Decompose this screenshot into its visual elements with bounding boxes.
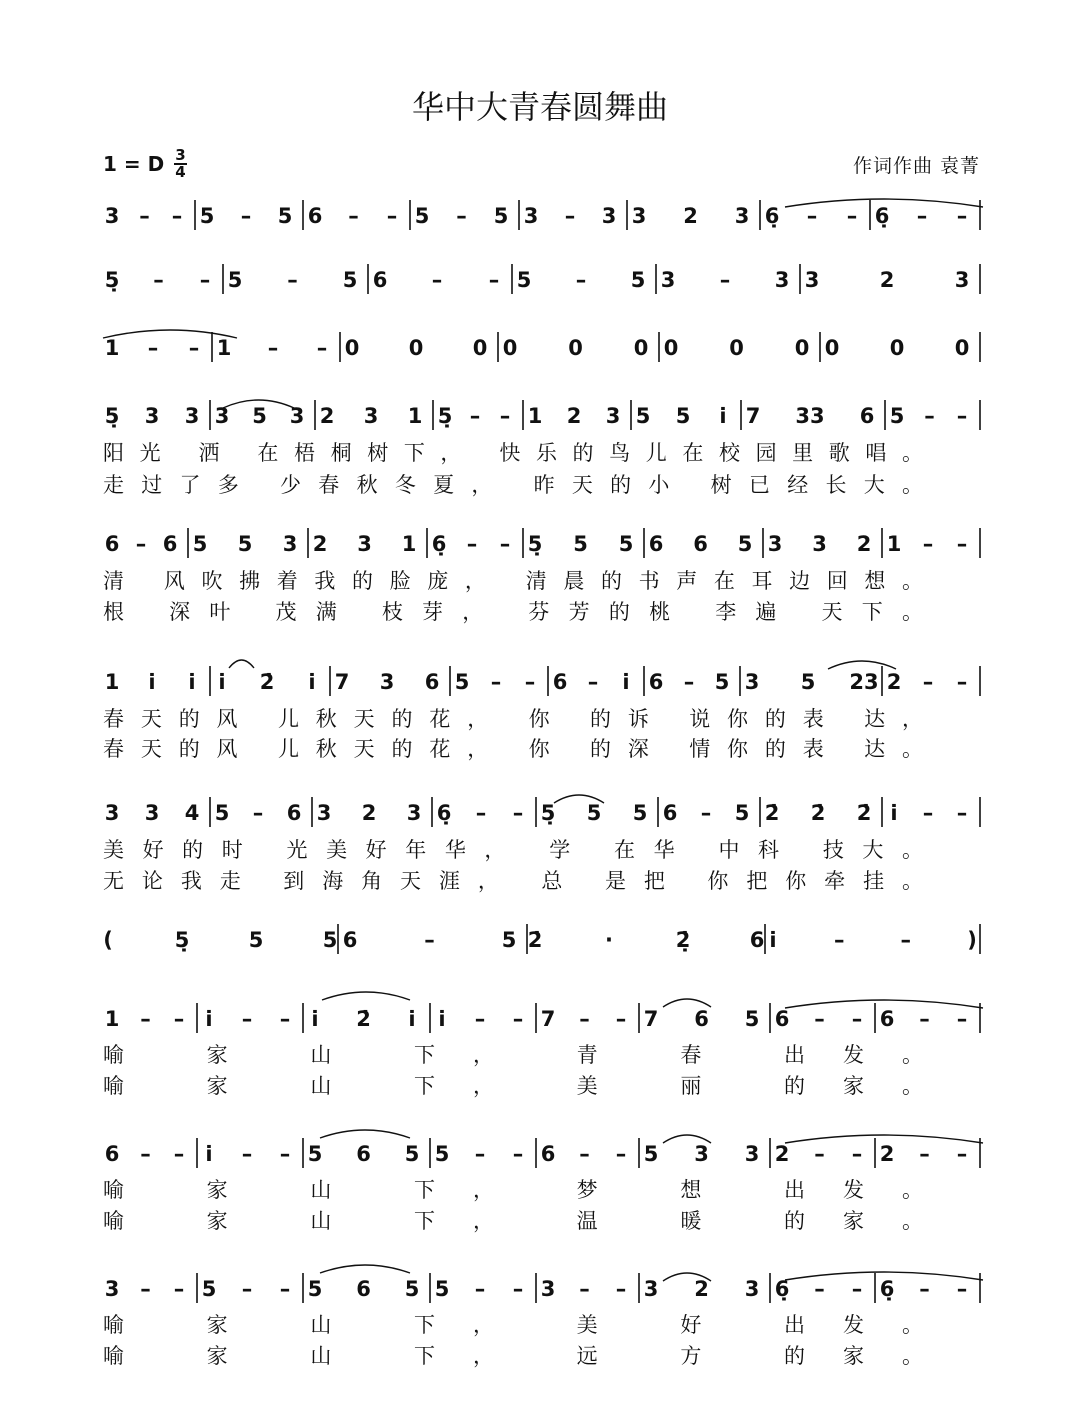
note: 6	[879, 1007, 895, 1031]
note: 7	[745, 404, 761, 428]
note: 5	[307, 1142, 323, 1166]
note: 1	[216, 336, 232, 360]
note: 3	[316, 801, 332, 825]
note: 2	[879, 1142, 895, 1166]
note: 0	[408, 336, 424, 360]
lyric-line: 春天的风 儿秋天的花， 你 的诉 说你的表 达，	[103, 707, 924, 731]
note: 5	[192, 532, 208, 556]
note: 3	[357, 532, 372, 556]
dash-note: –	[386, 204, 398, 228]
note: 1	[401, 532, 417, 556]
note: 2̇	[527, 928, 543, 952]
note: )	[967, 928, 977, 952]
dash-note: –	[316, 336, 328, 360]
note: 3	[631, 204, 647, 228]
dash-note: –	[431, 268, 443, 292]
note: 5	[516, 268, 532, 292]
note: 5	[404, 1277, 420, 1301]
note: 33	[795, 404, 825, 428]
note: 3	[144, 801, 160, 825]
note: 5	[632, 801, 648, 825]
note: 3	[379, 670, 395, 694]
note: 6	[859, 404, 875, 428]
dash-note: –	[512, 1007, 524, 1031]
note: 5	[342, 268, 358, 292]
note: 3	[104, 204, 120, 228]
lyric-line: 春天的风 儿秋天的花， 你 的深 情你的表 达。	[103, 737, 924, 761]
dash-note: –	[587, 670, 599, 694]
note: 3	[804, 268, 820, 292]
dash-note: –	[466, 532, 478, 556]
note: 6	[662, 801, 678, 825]
note: 0	[502, 336, 518, 360]
dash-note: –	[956, 404, 968, 428]
note: 3	[767, 532, 783, 556]
lyric-line: 无论我走 到海角天涯， 总 是把 你把你牵挂。	[103, 869, 923, 893]
note: 6	[540, 1142, 556, 1166]
note: 6̣	[874, 204, 890, 228]
note: 2	[566, 404, 582, 428]
dash-note: –	[564, 204, 576, 228]
note: 3	[601, 204, 617, 228]
note: 5̣	[527, 532, 543, 556]
note: 2̇	[810, 801, 826, 825]
note: 1	[104, 1007, 120, 1031]
score-system	[103, 1003, 980, 1099]
note: 5	[454, 670, 470, 694]
dash-note: –	[916, 204, 928, 228]
score-system	[105, 332, 980, 362]
note: 6	[356, 1277, 371, 1301]
score-system	[103, 924, 980, 954]
dash-note: –	[279, 1277, 291, 1301]
slur	[320, 1130, 410, 1138]
note: i̇	[769, 928, 777, 952]
slur	[320, 1265, 410, 1273]
dash-note: –	[700, 801, 712, 825]
note: 0	[794, 336, 810, 360]
note: 3	[282, 532, 298, 556]
note: 5	[404, 1142, 420, 1166]
dash-note: –	[135, 532, 147, 556]
note: 0	[889, 336, 905, 360]
note: 1	[104, 670, 120, 694]
dash-note: –	[241, 1007, 253, 1031]
note: 3	[289, 404, 305, 428]
note: 3	[523, 204, 539, 228]
note: 0	[729, 336, 744, 360]
dash-note: –	[348, 204, 359, 228]
note: 6	[774, 1007, 790, 1031]
note: i̇	[205, 1142, 213, 1166]
note: 5̣	[104, 404, 120, 428]
note: 6	[104, 532, 120, 556]
score-system	[103, 797, 980, 894]
note: 5	[675, 404, 691, 428]
dash-note: –	[579, 1142, 590, 1166]
note: 2	[774, 1142, 790, 1166]
dash-note: –	[188, 336, 200, 360]
slur	[322, 992, 410, 1000]
note: i̇	[188, 670, 196, 694]
dash-note: –	[919, 1007, 930, 1031]
dash-note: –	[683, 670, 695, 694]
time-signature-denominator: 4	[175, 163, 186, 181]
dash-note: –	[173, 1007, 185, 1031]
dash-note: –	[287, 268, 298, 292]
note: 6	[424, 670, 440, 694]
note: 5	[737, 532, 753, 556]
dash-note: –	[575, 268, 587, 292]
note: 5	[889, 404, 905, 428]
dash-note: –	[956, 1007, 968, 1031]
key-label: 1 = D	[103, 152, 165, 176]
dash-note: –	[956, 801, 968, 825]
note: 5	[714, 670, 730, 694]
dash-note: –	[173, 1142, 185, 1166]
score-system	[103, 528, 980, 625]
score-system	[105, 264, 980, 294]
note: 3	[214, 404, 230, 428]
note: 2̇	[856, 801, 872, 825]
dash-note: –	[956, 204, 968, 228]
note: i̇	[408, 1007, 416, 1031]
note: 6	[286, 801, 302, 825]
lyric-line: 走过了多 少春秋冬夏， 昨天的小 树已经长大。	[103, 473, 923, 497]
slur	[663, 999, 711, 1007]
note: i̇	[311, 1007, 319, 1031]
dash-note: –	[474, 1277, 486, 1301]
note: 2	[856, 532, 872, 556]
note: 1	[407, 404, 423, 428]
note: 1	[886, 532, 902, 556]
dash-note: –	[814, 1007, 825, 1031]
note: 5̣	[104, 268, 120, 292]
dash-note: –	[615, 1007, 627, 1031]
dash-note: –	[956, 532, 968, 556]
note: 3	[954, 268, 970, 292]
dash-note: –	[512, 1277, 524, 1301]
note: 5	[277, 204, 293, 228]
dash-note: –	[851, 1007, 863, 1031]
dash-note: –	[924, 404, 935, 428]
dash-note: –	[834, 928, 845, 952]
dash-note: –	[140, 1007, 151, 1031]
lyric-line: 清 风吹拂着我的脸庞， 清晨的书声在耳边回想。	[103, 569, 924, 593]
note: 0	[663, 336, 679, 360]
lyric-line: 美好的时 光美好年华， 学 在华 中科 技大。	[103, 838, 923, 862]
note: 7	[540, 1007, 556, 1031]
note: 2	[319, 404, 335, 428]
dash-note: –	[919, 1142, 930, 1166]
note: 5̣	[174, 928, 190, 952]
note: 6	[648, 670, 664, 694]
note: 6	[694, 1007, 709, 1031]
note: 2	[694, 1277, 709, 1301]
note: 2̇	[259, 670, 275, 694]
dash-note: –	[140, 1142, 151, 1166]
note: 6	[342, 928, 358, 952]
note: 23	[849, 670, 879, 694]
dash-note: –	[851, 1142, 863, 1166]
note: 0	[472, 336, 488, 360]
note: 3	[184, 404, 200, 428]
note: i̇	[890, 801, 898, 825]
note: 0	[954, 336, 970, 360]
note: 5	[307, 1277, 323, 1301]
note: 2	[886, 670, 902, 694]
dash-note: –	[851, 1277, 863, 1301]
note: 0	[633, 336, 649, 360]
dash-note: –	[615, 1142, 627, 1166]
dash-note: –	[279, 1007, 291, 1031]
dash-note: –	[147, 336, 159, 360]
dash-note: –	[173, 1277, 185, 1301]
note: 3	[363, 404, 379, 428]
note: 5	[734, 801, 750, 825]
note: 5	[800, 670, 816, 694]
score-system	[103, 400, 980, 498]
note: 2̣̇	[675, 928, 691, 952]
composer-credit: 作词作曲 袁菁	[852, 155, 980, 177]
score-system	[103, 1138, 980, 1234]
note: 5	[322, 928, 338, 952]
lyric-line: 根 深叶 茂满 枝芽， 芬芳的桃 李遍 天下。	[103, 600, 923, 624]
note: 4	[184, 801, 200, 825]
note: 6	[104, 1142, 120, 1166]
slur	[229, 660, 254, 668]
lyric-line: 喻 家 山 下， 美 好 出发。	[103, 1313, 923, 1337]
note: 3	[660, 268, 676, 292]
note: 5	[493, 204, 509, 228]
note: 5	[586, 801, 602, 825]
lyric-line: 阳光 洒 在梧桐树下， 快乐的鸟儿在校园里歌唱。	[103, 441, 923, 465]
slur	[828, 661, 896, 669]
dash-note: –	[241, 1277, 253, 1301]
note: 5	[501, 928, 517, 952]
note: 3	[812, 532, 827, 556]
note: 3	[744, 670, 760, 694]
dash-note: –	[956, 670, 968, 694]
note: 0	[824, 336, 840, 360]
note: 2	[879, 268, 895, 292]
note: 3	[694, 1142, 709, 1166]
note: 1	[527, 404, 543, 428]
lyric-line: 喻 家 山 下， 青 春 出发。	[103, 1043, 923, 1067]
dash-note: –	[171, 204, 183, 228]
note: 7	[334, 670, 350, 694]
dash-note: –	[469, 404, 481, 428]
lyric-line: 喻 家 山 下， 远 方 的家。	[103, 1344, 923, 1368]
note: 5	[618, 532, 634, 556]
dash-note: –	[919, 1277, 930, 1301]
note: 3	[104, 801, 120, 825]
note: 5	[214, 801, 230, 825]
note: 6	[372, 268, 388, 292]
note: 6	[749, 928, 765, 952]
note: 5	[434, 1277, 450, 1301]
note: 5	[635, 404, 651, 428]
note: 6̣	[764, 204, 780, 228]
dash-note: –	[499, 404, 511, 428]
note: 3	[643, 1277, 659, 1301]
note: 5̣	[540, 801, 556, 825]
note: 5	[252, 404, 267, 428]
note: 3	[774, 268, 790, 292]
note: 6	[356, 1142, 371, 1166]
note: 5̣	[437, 404, 453, 428]
note: i̇	[218, 670, 226, 694]
score-title: 华中大青春圆舞曲	[411, 88, 668, 126]
dash-note: –	[475, 801, 487, 825]
dash-note: –	[140, 1277, 151, 1301]
note: 3	[734, 204, 750, 228]
score-system	[103, 1273, 980, 1369]
dash-note: –	[153, 268, 164, 292]
note: 1	[104, 336, 120, 360]
note: 2̇	[764, 801, 780, 825]
dash-note: –	[488, 268, 500, 292]
note: 6	[162, 532, 178, 556]
score-system	[103, 666, 980, 762]
dash-note: –	[424, 928, 435, 952]
dash-note: –	[922, 801, 934, 825]
note: 5	[643, 1142, 659, 1166]
note: 6	[693, 532, 708, 556]
note: i̇	[719, 404, 727, 428]
note: 5	[237, 532, 253, 556]
note: i̇	[622, 670, 630, 694]
note: 6̣	[879, 1277, 895, 1301]
dash-note: –	[900, 928, 911, 952]
note: 6̣	[436, 801, 452, 825]
note: i̇	[205, 1007, 213, 1031]
note: ·	[605, 928, 613, 952]
dash-note: –	[615, 1277, 627, 1301]
dash-note: –	[922, 532, 934, 556]
note: 6̣	[431, 532, 447, 556]
dash-note: –	[846, 204, 858, 228]
note: 2	[361, 801, 377, 825]
dash-note: –	[456, 204, 467, 228]
note: i̇	[438, 1007, 446, 1031]
note: 5	[414, 204, 430, 228]
note: 0	[344, 336, 360, 360]
dash-note: –	[512, 801, 524, 825]
dash-note: –	[814, 1277, 825, 1301]
note: 5	[227, 268, 243, 292]
dash-note: –	[922, 670, 934, 694]
note: 6	[307, 204, 323, 228]
note: 3	[104, 1277, 120, 1301]
dash-note: –	[524, 670, 536, 694]
note: 3	[540, 1277, 556, 1301]
dash-note: –	[267, 336, 279, 360]
note: (	[103, 928, 113, 952]
dash-note: –	[139, 204, 150, 228]
dash-note: –	[956, 1142, 968, 1166]
dash-note: –	[814, 1142, 825, 1166]
dash-note: –	[240, 204, 252, 228]
note: 2̇	[356, 1007, 371, 1031]
dash-note: –	[252, 801, 264, 825]
dash-note: –	[199, 268, 211, 292]
note: 5	[744, 1007, 760, 1031]
note: 6̣	[774, 1277, 790, 1301]
note: 0	[568, 336, 583, 360]
note: 5	[199, 204, 215, 228]
dash-note: –	[956, 1277, 968, 1301]
note: 5	[434, 1142, 450, 1166]
dash-note: –	[474, 1007, 486, 1031]
note: 5	[630, 268, 646, 292]
note: i̇	[308, 670, 316, 694]
dash-note: –	[579, 1277, 590, 1301]
dash-note: –	[241, 1142, 253, 1166]
note: 5	[248, 928, 264, 952]
lyric-line: 喻 家 山 下， 温 暖 的家。	[103, 1209, 923, 1233]
time-signature-numerator: 3	[175, 146, 186, 164]
lyric-line: 喻 家 山 下， 梦 想 出发。	[103, 1178, 923, 1202]
note: 3	[744, 1142, 760, 1166]
note: 3	[744, 1277, 760, 1301]
note: 5	[573, 532, 588, 556]
dash-note: –	[512, 1142, 524, 1166]
dash-note: –	[474, 1142, 486, 1166]
note: 6	[552, 670, 568, 694]
note: 3	[406, 801, 422, 825]
note: 2	[312, 532, 328, 556]
lyric-line: 喻 家 山 下， 美 丽 的家。	[103, 1074, 923, 1098]
note: 2	[683, 204, 698, 228]
note: 3	[605, 404, 621, 428]
note: i̇	[148, 670, 156, 694]
dash-note: –	[579, 1007, 590, 1031]
note: 6	[648, 532, 664, 556]
dash-note: –	[719, 268, 731, 292]
dash-note: –	[490, 670, 502, 694]
dash-note: –	[806, 204, 818, 228]
score-system	[105, 200, 980, 230]
note: 7	[643, 1007, 659, 1031]
note: 3	[144, 404, 160, 428]
dash-note: –	[279, 1142, 291, 1166]
note: 5	[201, 1277, 217, 1301]
dash-note: –	[499, 532, 511, 556]
